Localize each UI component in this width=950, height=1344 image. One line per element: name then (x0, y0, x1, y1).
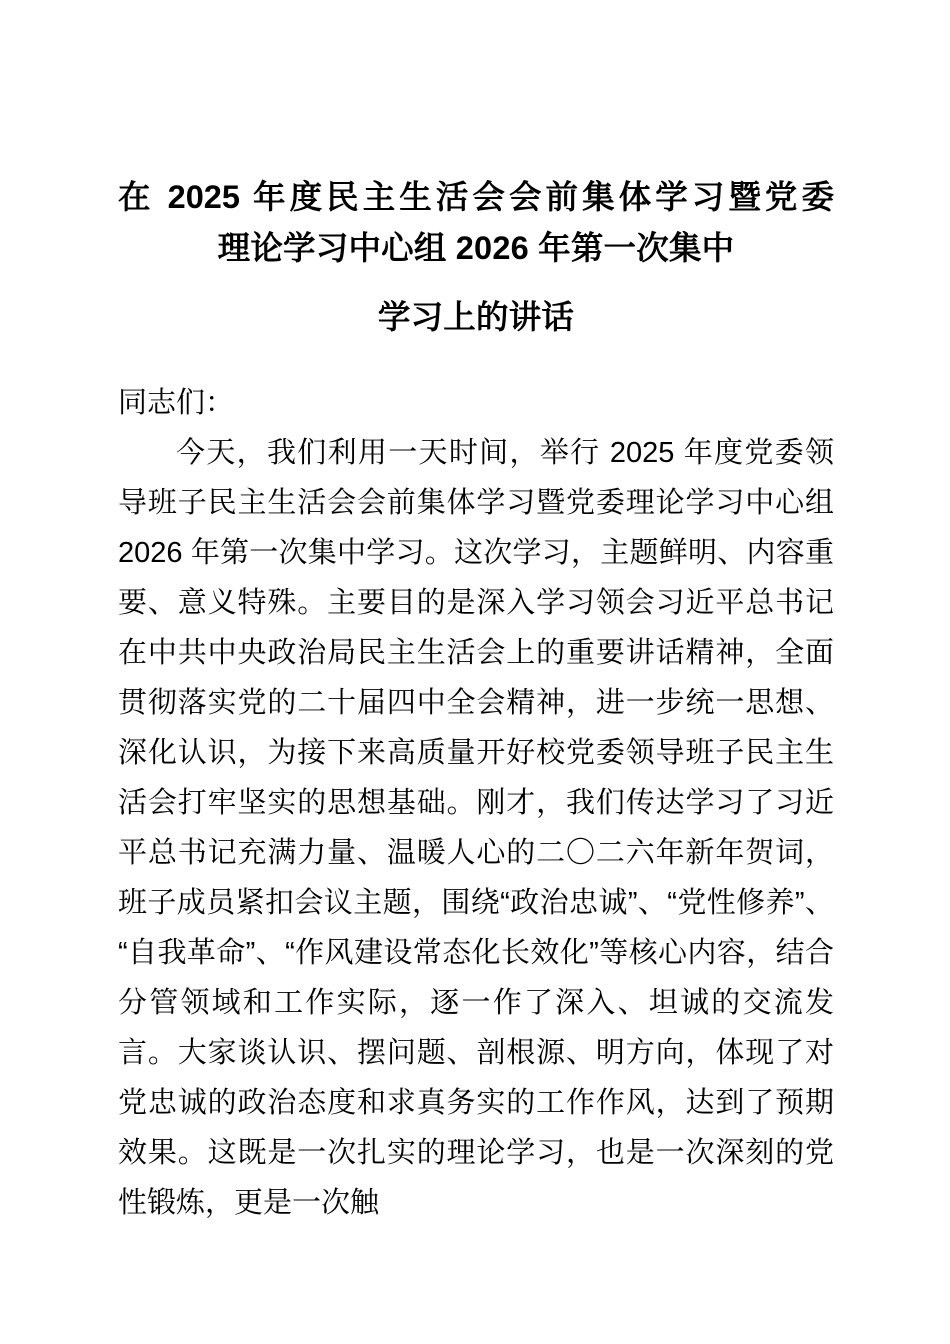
document-body (118, 378, 834, 1228)
title-line-2: 理论学习中心组 2026 年第一次集中 (217, 230, 735, 266)
title-line-1: 在 2025 年度民主生活会会前集体学习暨党委 (118, 179, 834, 215)
salutation: 同志们： (118, 387, 235, 419)
title-line-3: 学习上的讲话 (377, 299, 575, 335)
body-paragraph-1: 今天，我们利用一天时间，举行 2025 年度党委领导班子民主生活会会前集体学习暨党委理论学习中心组 2026 年第一次集中学习。这次学习，主题鲜明、内容重要、意义特殊。主要目的是深入学习领会习近平总书记在中共中央政治局民主生活会上的重要讲话精神，全面贯彻落实党的二十届四中全会精神，进一步统一思想、深化认识，为接下来高质量开好校党委领导班子民主生活会打牢坚实的思想基础。刚才，我们传达学习了习近平总书记充满力量、温暖人心的二〇二六年新年贺词，班子成员紧扣会议主题，围绕“政治忠诚”、“党性修养”、“自我革命”、“作风建设常态化长效化”等核心内容，结合分管领域和工作实际，逐一作了深入、坦诚的交流发言。大家谈认识、摆问题、剖根源、明方向，体现了对党忠诚的政治态度和求真务实的工作作风，达到了预期效果。这既是一次扎实的理论学习，也是一次深刻的党性锻炼，更是一次触 (118, 437, 834, 1219)
document-title (118, 172, 834, 343)
